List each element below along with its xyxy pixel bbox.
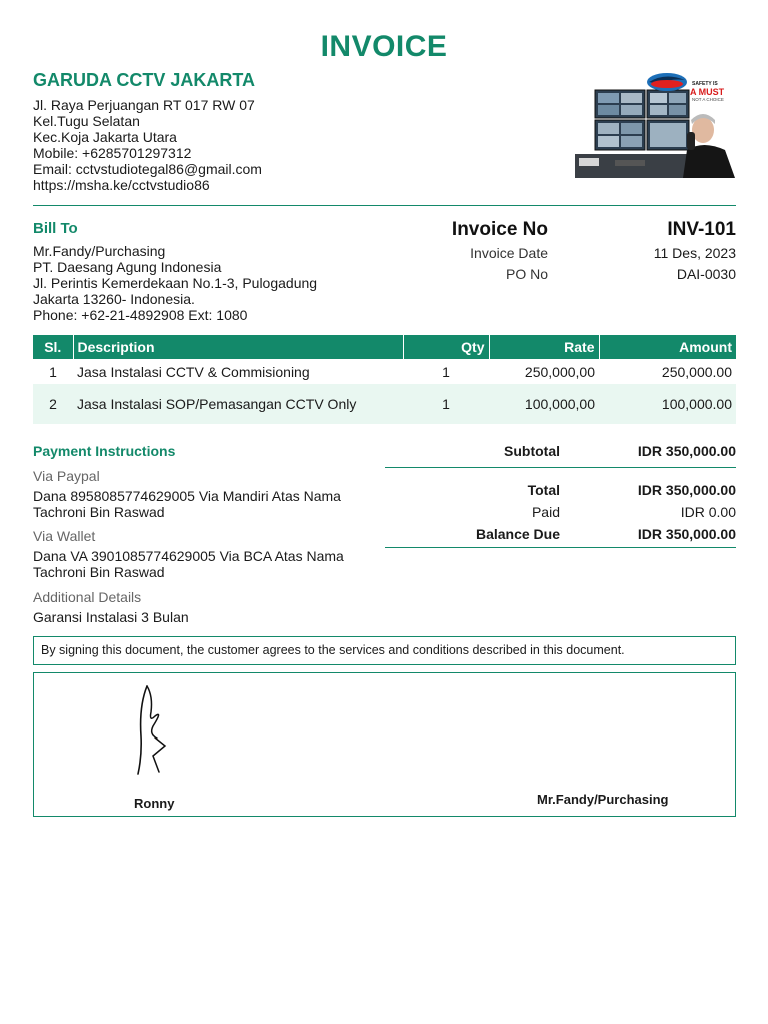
company-mobile: Mobile: +6285701297312 (33, 145, 192, 161)
safety-logo-icon (647, 73, 687, 91)
items-table (33, 335, 736, 424)
company-address-line: Kec.Koja Jakarta Utara (33, 129, 177, 145)
cell-sl: 1 (49, 363, 57, 380)
invoice-number-value: INV-101 (667, 219, 736, 240)
cell-amount: 250,000.00 (661, 363, 732, 380)
cell-qty: 1 (403, 384, 489, 424)
wallet-details: Dana VA 3901085774629005 Via BCA Atas Nama Tachroni Bin Raswad (33, 548, 344, 580)
balance-divider (385, 547, 736, 548)
bill-to-line: Jakarta 13260- Indonesia. (33, 291, 195, 307)
po-number-value: DAI-0030 (676, 265, 736, 282)
invoice-title: INVOICE (320, 30, 448, 63)
total-row (385, 482, 736, 498)
items-table-header (33, 335, 736, 359)
cell-rate: 250,000,00 (524, 363, 595, 380)
paid-row (385, 504, 736, 520)
additional-details: Garansi Instalasi 3 Bulan (33, 609, 189, 625)
header-qty: Qty (403, 335, 489, 359)
invoice-date-row (400, 242, 736, 263)
bill-to-line: PT. Daesang Agung Indonesia (33, 259, 222, 275)
company-address-line: Kel.Tugu Selatan (33, 113, 140, 129)
header-divider (33, 205, 736, 206)
company-email: Email: cctvstudiotegal86@gmail.com (33, 161, 262, 177)
cell-qty: 1 (442, 363, 450, 380)
company-website: https://msha.ke/cctvstudio86 (33, 177, 210, 193)
additional-section (33, 589, 378, 625)
total-label: Total (527, 482, 560, 498)
invoice-date-label: Invoice Date (470, 244, 548, 261)
cell-description: Jasa Instalasi SOP/Pemasangan CCTV Only (73, 384, 403, 424)
company-address-line: Jl. Raya Perjuangan RT 017 RW 07 (33, 97, 255, 113)
signer-right-name: Mr.Fandy/Purchasing (537, 792, 669, 807)
payment-instructions-label: Payment Instructions (33, 443, 176, 459)
terms-text: By signing this document, the customer agrees to the services and conditions described in this document. (41, 643, 625, 657)
company-logo-image (575, 70, 735, 178)
company-address (33, 97, 262, 193)
logo-text-line2: A MUST (690, 87, 725, 97)
terms-box (33, 636, 736, 665)
cell-description: Jasa Instalasi CCTV & Commisioning (77, 363, 310, 380)
cctv-operator-illustration (575, 70, 735, 178)
invoice-date-value: 11 Des, 2023 (653, 244, 736, 261)
balance-due-value: IDR 350,000.00 (637, 526, 736, 542)
company-name: GARUDA CCTV JAKARTA (33, 70, 255, 90)
table-row (33, 384, 736, 424)
subtotal-label: Subtotal (504, 443, 560, 459)
total-value: IDR 350,000.00 (637, 482, 736, 498)
invoice-number-row (400, 218, 736, 242)
balance-due-row (385, 526, 736, 542)
subtotal-row (385, 443, 736, 459)
header-description: Description (73, 335, 403, 359)
handwritten-signature (129, 676, 189, 786)
invoice-number-label: Invoice No (451, 219, 548, 240)
signer-left-name: Ronny (134, 796, 175, 811)
paypal-details: Dana 8958085774629005 Via Mandiri Atas Nama Tachroni Bin Raswad (33, 488, 341, 520)
cell-amount: 100,000.00 (599, 384, 736, 424)
additional-label: Additional Details (33, 589, 142, 605)
balance-due-label: Balance Due (475, 526, 560, 542)
po-number-row (400, 263, 736, 284)
paid-label: Paid (531, 504, 560, 520)
bill-to-label: Bill To (33, 220, 78, 237)
cell-sl: 2 (33, 384, 73, 424)
table-row (33, 359, 736, 384)
po-number-label: PO No (505, 265, 548, 282)
invoice-meta (400, 218, 736, 284)
paypal-label: Via Paypal (33, 468, 100, 484)
wallet-section (33, 528, 378, 580)
paid-value: IDR 0.00 (680, 504, 736, 520)
bill-to-line: Mr.Fandy/Purchasing (33, 243, 166, 259)
logo-text-line3: NOT A CHOICE (692, 97, 724, 102)
wallet-label: Via Wallet (33, 528, 96, 544)
signature-box (33, 672, 736, 817)
header-sl: Sl. (33, 335, 73, 359)
header-rate: Rate (489, 335, 599, 359)
bill-to-line: Jl. Perintis Kemerdekaan No.1-3, Pulogadung (33, 275, 318, 291)
subtotal-value: IDR 350,000.00 (637, 443, 736, 459)
bill-to-phone: Phone: +62-21-4892908 Ext: 1080 (33, 307, 248, 323)
bill-to-address (33, 243, 317, 323)
header-amount: Amount (599, 335, 736, 359)
paypal-section (33, 468, 378, 520)
subtotal-divider (385, 467, 736, 468)
logo-text-line1: SAFETY IS (692, 81, 718, 87)
cell-rate: 100,000,00 (489, 384, 599, 424)
